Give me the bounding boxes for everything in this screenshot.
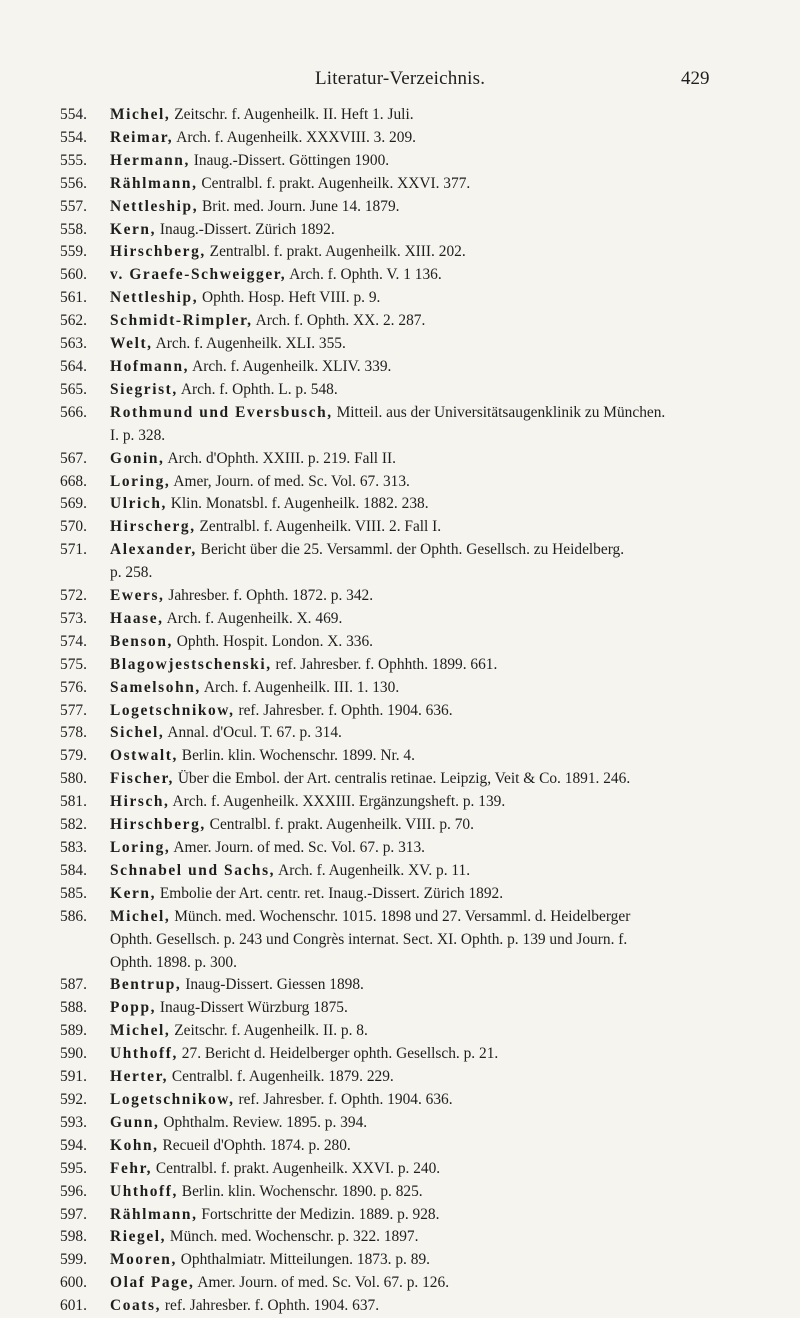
entry-citation: Centralbl. f. prakt. Augenheilk. XXVI. 377. <box>197 174 471 192</box>
entry-number: 562. <box>60 312 87 330</box>
entry-number: 577. <box>60 701 87 719</box>
entry-number: 589. <box>60 1022 87 1040</box>
entry-citation: Brit. med. Journ. June 14. 1879. <box>198 197 400 215</box>
entry-author: Kern, <box>110 220 157 238</box>
entry-author: Rählmann, <box>110 1205 198 1223</box>
entry-citation: Zentralbl. f. Augenheilk. VIII. 2. Fall I. <box>195 518 442 536</box>
entry-citation: Ophthalm. Review. 1895. p. 394. <box>159 1113 368 1131</box>
bibliography-entry <box>60 516 780 539</box>
entry-author: Blagowjestschenski, <box>110 655 272 673</box>
entry-author: Uhthoff, <box>110 1045 178 1063</box>
entry-number: 575. <box>60 655 87 673</box>
entry-citation: Zeitschr. f. Augenheilk. II. Heft 1. Juli. <box>170 106 414 123</box>
bibliography-entry <box>60 700 780 723</box>
bibliography-entry <box>60 1066 780 1089</box>
entry-author: Nettleship, <box>110 289 199 307</box>
bibliography-entry <box>60 219 780 242</box>
entry-citation: Recueil d'Ophth. 1874. p. 280. <box>158 1136 351 1154</box>
bibliography-entry <box>60 860 780 883</box>
entry-citation: Arch. f. Ophth. XX. 2. 287. <box>252 312 426 330</box>
entry-number: 556. <box>60 174 87 192</box>
entry-citation: Mitteil. aus der Universitätsaugenklinik zu München. <box>332 403 666 421</box>
entry-author: Reimar, <box>110 128 174 146</box>
entry-author: v. Graefe-Schweigger, <box>110 266 287 284</box>
entry-citation: Berlin. klin. Wochenschr. 1890. p. 825. <box>177 1182 423 1200</box>
entry-continuation: Ophth. 1898. p. 300. <box>110 953 237 971</box>
bibliography-entry <box>60 448 780 471</box>
entry-author: Herter, <box>110 1068 169 1086</box>
entry-author: Hirsch, <box>110 793 170 811</box>
bibliography-entry <box>60 906 780 975</box>
entry-citation: Jahresber. f. Ophth. 1872. p. 342. <box>164 587 374 605</box>
entry-citation: Münch. med. Wochenschr. p. 322. 1897. <box>166 1228 419 1246</box>
entry-citation: Arch. f. Augenheilk. XV. p. 11. <box>275 861 471 879</box>
bibliography-entry <box>60 1272 780 1295</box>
entry-author: Michel, <box>110 1022 171 1040</box>
entry-number: 554. <box>60 106 87 123</box>
bibliography-entry <box>60 1020 780 1043</box>
entry-citation: Inaug.-Dissert. Zürich 1892. <box>156 220 335 238</box>
bibliography-entry <box>60 493 780 516</box>
entry-author: Loring, <box>110 472 171 490</box>
bibliography-entry <box>60 356 780 379</box>
entry-number: 555. <box>60 151 87 169</box>
entry-number: 569. <box>60 495 87 513</box>
entry-author: Benson, <box>110 632 173 650</box>
entry-citation: Arch. d'Ophth. XXIII. p. 219. Fall II. <box>164 449 396 467</box>
entry-author: Ewers, <box>110 587 165 605</box>
bibliography-entry <box>60 631 780 654</box>
entry-author: Hermann, <box>110 151 190 169</box>
entry-author: Haase, <box>110 609 164 627</box>
entry-author: Siegrist, <box>110 380 178 398</box>
entry-citation: Klin. Monatsbl. f. Augenheilk. 1882. 238. <box>166 495 429 513</box>
entry-citation: Arch. f. Augenheilk. XXXVIII. 3. 209. <box>173 128 416 146</box>
bibliography-entry <box>60 287 780 310</box>
bibliography-entry <box>60 1204 780 1227</box>
entry-number: 586. <box>60 907 87 925</box>
entry-number: 566. <box>60 403 87 421</box>
bibliography-entry <box>60 310 780 333</box>
entry-citation: Zeitschr. f. Augenheilk. II. p. 8. <box>170 1022 368 1040</box>
entry-continuation: Ophth. Gesellsch. p. 243 und Congrès internat. Sect. XI. Ophth. p. 139 und Journ. f. <box>110 930 628 948</box>
entry-citation: Über die Embol. der Art. centralis retinae. Leipzig, Veit & Co. 1891. 246. <box>173 770 631 788</box>
running-title: Literatur-Verzeichnis. <box>315 68 486 89</box>
bibliography-entry <box>60 814 780 837</box>
entry-number: 557. <box>60 197 87 215</box>
bibliography-entry <box>60 791 780 814</box>
entry-citation: ref. Jahresber. f. Ophth. 1904. 637. <box>161 1297 380 1315</box>
entry-number: 580. <box>60 770 87 788</box>
entry-number: 598. <box>60 1228 87 1246</box>
bibliography-entry <box>60 196 780 219</box>
entry-number: 584. <box>60 861 87 879</box>
entry-citation: Centralbl. f. prakt. Augenheilk. XXVI. p. 240. <box>152 1159 441 1177</box>
entry-number: 596. <box>60 1182 87 1200</box>
bibliography-entry <box>60 1043 780 1066</box>
bibliography-entry <box>60 379 780 402</box>
bibliography-entry <box>60 608 780 631</box>
entry-number: 595. <box>60 1159 87 1177</box>
entry-author: Sichel, <box>110 724 165 742</box>
entry-author: Hofmann, <box>110 357 190 375</box>
entry-author: Logetschnikow, <box>110 701 235 719</box>
bibliography-entry <box>60 837 780 860</box>
entry-number: 570. <box>60 518 87 536</box>
entry-author: Hirscherg, <box>110 518 196 536</box>
bibliography-entry <box>60 1112 780 1135</box>
bibliography-entry <box>60 1249 780 1272</box>
bibliography-entry <box>60 1181 780 1204</box>
entry-author: Gunn, <box>110 1113 160 1131</box>
entry-author: Kohn, <box>110 1136 159 1154</box>
entry-number: 560. <box>60 266 87 284</box>
entry-citation: Arch. f. Ophth. V. 1 136. <box>286 266 442 284</box>
entry-citation: ref. Jahresber. f. Ophhth. 1899. 661. <box>271 655 498 673</box>
entry-citation: Inaug-Dissert Würzburg 1875. <box>156 999 348 1017</box>
entry-citation: Arch. f. Augenheilk. XLIV. 339. <box>189 357 392 375</box>
entry-citation: Ophthalmiatr. Mitteilungen. 1873. p. 89. <box>176 1251 430 1269</box>
entry-author: Schmidt-Rimpler, <box>110 312 253 330</box>
entry-citation: Arch. f. Ophth. L. p. 548. <box>177 380 338 398</box>
entry-citation: Berlin. klin. Wochenschr. 1899. Nr. 4. <box>177 747 415 765</box>
entry-number: 554. <box>60 128 87 146</box>
entry-number: 594. <box>60 1136 87 1154</box>
entry-number: 585. <box>60 884 87 902</box>
entry-author: Popp, <box>110 999 157 1017</box>
bibliography-entry <box>60 883 780 906</box>
bibliography-entry <box>60 241 780 264</box>
entry-citation: Centralbl. f. Augenheilk. 1879. 229. <box>168 1068 394 1086</box>
entry-number: 582. <box>60 816 87 834</box>
entry-citation: Inaug.-Dissert. Göttingen 1900. <box>189 151 390 169</box>
entry-number: 668. <box>60 472 87 490</box>
entry-author: Rählmann, <box>110 174 198 192</box>
entry-author: Ostwalt, <box>110 747 178 765</box>
entry-number: 588. <box>60 999 87 1017</box>
entry-number: 561. <box>60 289 87 307</box>
bibliography-entry <box>60 104 780 127</box>
entry-author: Logetschnikow, <box>110 1090 235 1108</box>
bibliography-entry <box>60 333 780 356</box>
entry-number: 591. <box>60 1068 87 1086</box>
entry-author: Fischer, <box>110 770 174 788</box>
entry-number: 597. <box>60 1205 87 1223</box>
entry-citation: Arch. f. Augenheilk. X. 469. <box>163 609 343 627</box>
entry-citation: Ophth. Hosp. Heft VIII. p. 9. <box>198 289 381 307</box>
entry-citation: Arch. f. Augenheilk. III. 1. 130. <box>200 678 400 696</box>
entry-number: 581. <box>60 793 87 811</box>
entry-citation: ref. Jahresber. f. Ophth. 1904. 636. <box>234 701 453 719</box>
bibliography-entry <box>60 997 780 1020</box>
entry-author: Welt, <box>110 335 153 353</box>
entry-author: Coats, <box>110 1297 162 1315</box>
entry-number: 592. <box>60 1090 87 1108</box>
entry-citation: Zentralbl. f. prakt. Augenheilk. XIII. 202. <box>205 243 466 261</box>
entry-number: 558. <box>60 220 87 238</box>
bibliography-entry <box>60 173 780 196</box>
entry-number: 576. <box>60 678 87 696</box>
bibliography-entry <box>60 539 780 585</box>
entry-number: 564. <box>60 357 87 375</box>
entry-author: Nettleship, <box>110 197 199 215</box>
bibliography-entry <box>60 974 780 997</box>
bibliography-entry <box>60 1135 780 1158</box>
entry-citation: Münch. med. Wochenschr. 1015. 1898 und 27. Versamml. d. Heidelberger <box>170 907 631 925</box>
entry-author: Uhthoff, <box>110 1182 178 1200</box>
entry-author: Rothmund und Eversbusch, <box>110 403 333 421</box>
entry-number: 578. <box>60 724 87 742</box>
bibliography-list <box>60 104 780 1318</box>
entry-citation: Arch. f. Augenheilk. XLI. 355. <box>152 335 346 353</box>
entry-author: Fehr, <box>110 1159 153 1177</box>
running-header <box>0 68 800 92</box>
bibliography-entry <box>60 1295 780 1318</box>
entry-continuation: I. p. 328. <box>110 426 166 444</box>
bibliography-entry <box>60 585 780 608</box>
entry-author: Hirschberg, <box>110 816 206 834</box>
page-number: 429 <box>681 68 710 89</box>
bibliography-entry <box>60 677 780 700</box>
entry-author: Michel, <box>110 907 171 925</box>
entry-citation: 27. Bericht d. Heidelberger ophth. Gesellsch. p. 21. <box>177 1045 499 1063</box>
entry-citation: Amer, Journ. of med. Sc. Vol. 67. 313. <box>170 472 410 490</box>
entry-author: Michel, <box>110 106 171 123</box>
bibliography-entry <box>60 654 780 677</box>
entry-citation: Fortschritte der Medizin. 1889. p. 928. <box>197 1205 440 1223</box>
entry-number: 601. <box>60 1297 87 1315</box>
entry-number: 579. <box>60 747 87 765</box>
entry-number: 571. <box>60 541 87 559</box>
entry-author: Bentrup, <box>110 976 182 994</box>
bibliography-entry <box>60 745 780 768</box>
entry-number: 563. <box>60 335 87 353</box>
entry-author: Schnabel und Sachs, <box>110 861 276 879</box>
entry-author: Mooren, <box>110 1251 177 1269</box>
entry-number: 587. <box>60 976 87 994</box>
entry-author: Alexander, <box>110 541 197 559</box>
entry-citation: Arch. f. Augenheilk. XXXIII. Ergänzungsheft. p. 139. <box>169 793 506 811</box>
entry-citation: Bericht über die 25. Versamml. der Ophth. Gesellsch. zu Heidelberg. <box>196 541 625 559</box>
entry-citation: Inaug-Dissert. Giessen 1898. <box>181 976 364 994</box>
entry-citation: Embolie der Art. centr. ret. Inaug.-Dissert. Zürich 1892. <box>156 884 504 902</box>
entry-number: 583. <box>60 839 87 856</box>
entry-author: Olaf Page, <box>110 1274 195 1292</box>
entry-continuation: p. 258. <box>110 564 153 582</box>
bibliography-entry <box>60 1226 780 1249</box>
entry-number: 599. <box>60 1251 87 1269</box>
entry-citation: Amer. Journ. of med. Sc. Vol. 67. p. 313. <box>170 839 426 856</box>
bibliography-entry <box>60 722 780 745</box>
bibliography-entry <box>60 471 780 494</box>
entry-number: 567. <box>60 449 87 467</box>
bibliography-entry <box>60 264 780 287</box>
entry-author: Gonin, <box>110 449 165 467</box>
bibliography-entry <box>60 768 780 791</box>
entry-citation: Centralbl. f. prakt. Augenheilk. VIII. p. 70. <box>205 816 474 834</box>
entry-author: Samelsohn, <box>110 678 201 696</box>
entry-author: Kern, <box>110 884 157 902</box>
bibliography-entry <box>60 127 780 150</box>
bibliography-entry <box>60 402 780 448</box>
bibliography-entry <box>60 1158 780 1181</box>
entry-author: Riegel, <box>110 1228 167 1246</box>
entry-citation: Amer. Journ. of med. Sc. Vol. 67. p. 126. <box>194 1274 450 1292</box>
entry-number: 600. <box>60 1274 87 1292</box>
entry-number: 573. <box>60 609 87 627</box>
entry-number: 574. <box>60 632 87 650</box>
entry-number: 590. <box>60 1045 87 1063</box>
entry-citation: Ophth. Hospit. London. X. 336. <box>172 632 374 650</box>
entry-number: 593. <box>60 1113 87 1131</box>
entry-number: 572. <box>60 587 87 605</box>
bibliography-entry <box>60 1089 780 1112</box>
entry-author: Ulrich, <box>110 495 167 513</box>
entry-number: 565. <box>60 380 87 398</box>
entry-citation: Annal. d'Ocul. T. 67. p. 314. <box>164 724 342 742</box>
entry-number: 559. <box>60 243 87 261</box>
entry-citation: ref. Jahresber. f. Ophth. 1904. 636. <box>234 1090 453 1108</box>
entry-author: Loring, <box>110 839 171 856</box>
entry-author: Hirschberg, <box>110 243 206 261</box>
bibliography-entry <box>60 150 780 173</box>
